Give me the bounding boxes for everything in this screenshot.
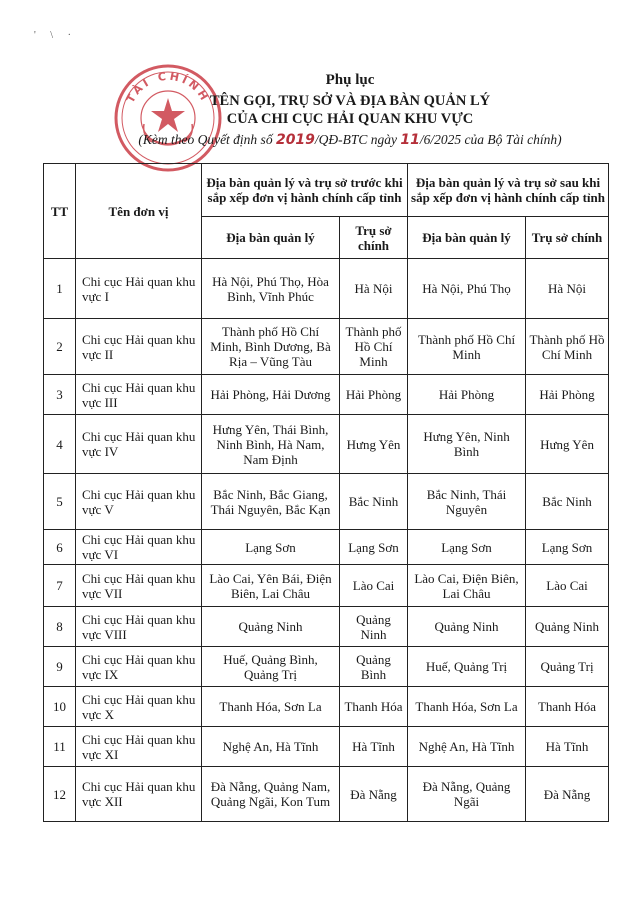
office-after-cell: Quảng Trị: [526, 647, 609, 687]
decision-number: 2019: [275, 132, 315, 148]
unit-name-cell: Chi cục Hải quan khu vực V: [76, 474, 202, 530]
unit-name-cell: Chi cục Hải quan khu vực XI: [76, 727, 202, 767]
decision-reference: [60, 132, 640, 148]
area-before-cell: Hà Nội, Phú Thọ, Hòa Bình, Vĩnh Phúc: [202, 259, 340, 319]
row-number: 2: [44, 319, 76, 375]
scan-marks: ' \ ·: [34, 30, 77, 41]
area-before-cell: Nghệ An, Hà Tĩnh: [202, 727, 340, 767]
area-after-cell: Huế, Quảng Trị: [408, 647, 526, 687]
area-after-cell: Đà Nẵng, Quảng Ngãi: [408, 767, 526, 822]
office-after-cell: Lạng Sơn: [526, 530, 609, 565]
header-tt: TT: [44, 164, 76, 259]
header-office-before: Trụ sở chính: [340, 217, 408, 259]
unit-name-cell: Chi cục Hải quan khu vực IV: [76, 415, 202, 474]
row-number: 9: [44, 647, 76, 687]
office-after-cell: Hưng Yên: [526, 415, 609, 474]
area-before-cell: Hải Phòng, Hải Dương: [202, 375, 340, 415]
row-number: 1: [44, 259, 76, 319]
decision-day: 11: [400, 132, 420, 148]
unit-name-cell: Chi cục Hải quan khu vực VI: [76, 530, 202, 565]
area-after-cell: Hải Phòng: [408, 375, 526, 415]
area-after-cell: Lào Cai, Điện Biên, Lai Châu: [408, 565, 526, 607]
office-after-cell: Thành phố Hồ Chí Minh: [526, 319, 609, 375]
header-area-after: Địa bàn quản lý: [408, 217, 526, 259]
office-before-cell: Hưng Yên: [340, 415, 408, 474]
row-number: 5: [44, 474, 76, 530]
area-before-cell: Đà Nẵng, Quảng Nam, Quảng Ngãi, Kon Tum: [202, 767, 340, 822]
header-unit-name: Tên đơn vị: [76, 164, 202, 259]
unit-name-cell: Chi cục Hải quan khu vực VIII: [76, 607, 202, 647]
customs-units-table: [43, 163, 609, 822]
table-row: [44, 565, 609, 607]
area-before-cell: Hưng Yên, Thái Bình, Ninh Bình, Hà Nam, Nam Định: [202, 415, 340, 474]
office-after-cell: Bắc Ninh: [526, 474, 609, 530]
table-body: [44, 259, 609, 822]
office-before-cell: Lào Cai: [340, 565, 408, 607]
decision-suffix: /6/2025 của Bộ Tài chính): [419, 132, 562, 147]
decision-middle: /QĐ-BTC ngày: [314, 132, 401, 147]
area-before-cell: Lạng Sơn: [202, 530, 340, 565]
area-before-cell: Thành phố Hồ Chí Minh, Bình Dương, Bà Rịa – Vũng Tàu: [202, 319, 340, 375]
document-header: [0, 69, 640, 148]
office-before-cell: Lạng Sơn: [340, 530, 408, 565]
unit-name-cell: Chi cục Hải quan khu vực II: [76, 319, 202, 375]
header-after-merge: Địa bàn quản lý và trụ sở sau khi sắp xếp đơn vị hành chính cấp tỉnh: [408, 164, 609, 217]
office-after-cell: Hà Nội: [526, 259, 609, 319]
row-number: 6: [44, 530, 76, 565]
decision-prefix: (Kèm theo Quyết định số: [138, 132, 276, 147]
unit-name-cell: Chi cục Hải quan khu vực III: [76, 375, 202, 415]
table-row: [44, 727, 609, 767]
area-before-cell: Huế, Quảng Bình, Quảng Trị: [202, 647, 340, 687]
appendix-subtitle-line2: CỦA CHI CỤC HẢI QUAN KHU VỰC: [226, 111, 474, 127]
office-after-cell: Quảng Ninh: [526, 607, 609, 647]
office-after-cell: Hà Tĩnh: [526, 727, 609, 767]
table-row: [44, 319, 609, 375]
row-number: 11: [44, 727, 76, 767]
header-office-after: Trụ sở chính: [526, 217, 609, 259]
area-after-cell: Lạng Sơn: [408, 530, 526, 565]
row-number: 8: [44, 607, 76, 647]
area-after-cell: Thành phố Hồ Chí Minh: [408, 319, 526, 375]
area-after-cell: Thanh Hóa, Sơn La: [408, 687, 526, 727]
office-before-cell: Hà Tĩnh: [340, 727, 408, 767]
table-row: [44, 375, 609, 415]
area-after-cell: Bắc Ninh, Thái Nguyên: [408, 474, 526, 530]
table-row: [44, 415, 609, 474]
table-row: [44, 530, 609, 565]
table-row: [44, 259, 609, 319]
area-before-cell: Lào Cai, Yên Bái, Điện Biên, Lai Châu: [202, 565, 340, 607]
unit-name-cell: Chi cục Hải quan khu vực X: [76, 687, 202, 727]
office-before-cell: Hà Nội: [340, 259, 408, 319]
unit-name-cell: Chi cục Hải quan khu vực I: [76, 259, 202, 319]
table-row: [44, 647, 609, 687]
unit-name-cell: Chi cục Hải quan khu vực XII: [76, 767, 202, 822]
appendix-subtitle-line1: TÊN GỌI, TRỤ SỞ VÀ ĐỊA BÀN QUẢN LÝ: [209, 93, 491, 109]
area-after-cell: Quảng Ninh: [408, 607, 526, 647]
area-after-cell: Nghệ An, Hà Tĩnh: [408, 727, 526, 767]
area-before-cell: Thanh Hóa, Sơn La: [202, 687, 340, 727]
unit-name-cell: Chi cục Hải quan khu vực IX: [76, 647, 202, 687]
row-number: 10: [44, 687, 76, 727]
table-row: [44, 687, 609, 727]
seal-ring-text: TÀI CHÍNH: [123, 69, 213, 106]
office-after-cell: Hải Phòng: [526, 375, 609, 415]
office-after-cell: Lào Cai: [526, 565, 609, 607]
area-before-cell: Bắc Ninh, Bắc Giang, Thái Nguyên, Bắc Kạn: [202, 474, 340, 530]
office-after-cell: Thanh Hóa: [526, 687, 609, 727]
row-number: 7: [44, 565, 76, 607]
header-area-before: Địa bàn quản lý: [202, 217, 340, 259]
office-after-cell: Đà Nẵng: [526, 767, 609, 822]
office-before-cell: Thanh Hóa: [340, 687, 408, 727]
header-before-merge: Địa bàn quản lý và trụ sở trước khi sắp xếp đơn vị hành chính cấp tỉnh: [202, 164, 408, 217]
table-row: [44, 607, 609, 647]
unit-name-cell: Chi cục Hải quan khu vực VII: [76, 565, 202, 607]
table-row: [44, 474, 609, 530]
office-before-cell: Thành phố Hồ Chí Minh: [340, 319, 408, 375]
office-before-cell: Hải Phòng: [340, 375, 408, 415]
row-number: 12: [44, 767, 76, 822]
row-number: 4: [44, 415, 76, 474]
area-before-cell: Quảng Ninh: [202, 607, 340, 647]
office-before-cell: Bắc Ninh: [340, 474, 408, 530]
appendix-title: Phụ lục: [325, 72, 375, 88]
office-before-cell: Quảng Ninh: [340, 607, 408, 647]
area-after-cell: Hà Nội, Phú Thọ: [408, 259, 526, 319]
table-row: [44, 767, 609, 822]
office-before-cell: Quảng Bình: [340, 647, 408, 687]
row-number: 3: [44, 375, 76, 415]
office-before-cell: Đà Nẵng: [340, 767, 408, 822]
area-after-cell: Hưng Yên, Ninh Bình: [408, 415, 526, 474]
